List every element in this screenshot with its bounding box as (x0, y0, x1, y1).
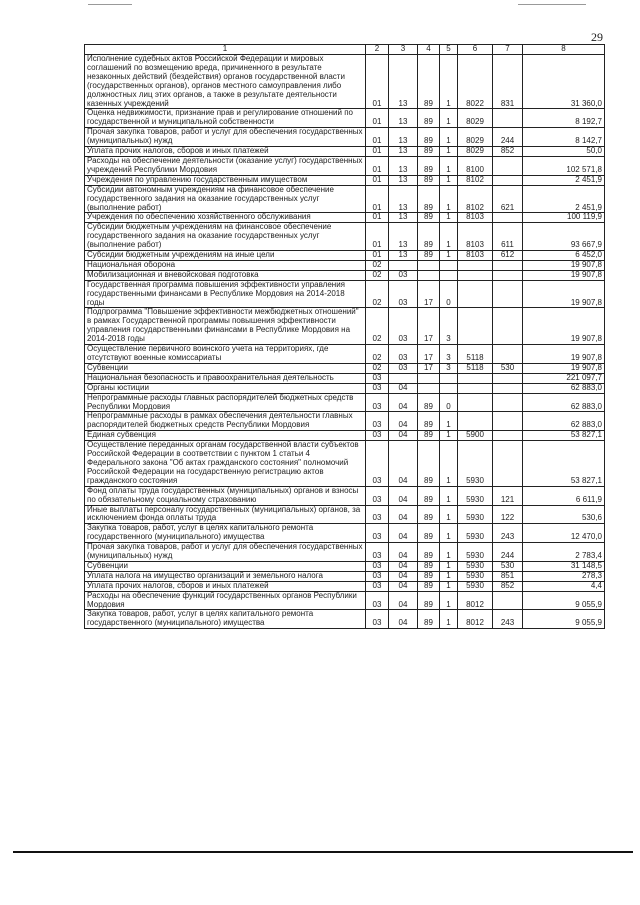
table-row (85, 109, 605, 128)
subprogram-code-cell: 1 (440, 412, 458, 431)
page-number: 29 (591, 30, 603, 44)
amount-cell: 62 883,0 (523, 393, 605, 412)
section-code-cell: 01 (366, 223, 389, 251)
subsection-code-cell: 04 (389, 571, 418, 581)
section-code-cell: 03 (366, 486, 389, 505)
subsection-code-cell (389, 260, 418, 270)
program-code-cell: 89 (418, 156, 440, 175)
expense-name-cell: Осуществление переданных органам государственной власти субъектов Российской Федерации в соответствии с пунктом 1 статьи 4 Федерального закона "Об актах гражданского состояния" полномочий Российской Федерации на государственную регистрацию актов гражданского состояния (85, 441, 366, 487)
subsection-code-cell: 04 (389, 486, 418, 505)
subsection-code-cell: 04 (389, 524, 418, 543)
budget-table (84, 44, 605, 629)
amount-cell: 221 097,7 (523, 373, 605, 383)
target-item-code-cell: 5930 (458, 571, 493, 581)
section-code-cell: 02 (366, 308, 389, 345)
subsection-code-cell: 04 (389, 412, 418, 431)
program-code-cell: 89 (418, 505, 440, 524)
table-row (85, 147, 605, 157)
table-row (85, 486, 605, 505)
column-number: 7 (493, 45, 523, 55)
amount-cell: 62 883,0 (523, 412, 605, 431)
expense-type-code-cell (493, 213, 523, 223)
program-code-cell: 89 (418, 223, 440, 251)
expense-type-code-cell: 121 (493, 486, 523, 505)
amount-cell: 31 148,5 (523, 561, 605, 571)
target-item-code-cell: 5900 (458, 431, 493, 441)
table-row (85, 260, 605, 270)
amount-cell: 19 907,8 (523, 280, 605, 308)
column-number-row (85, 45, 605, 55)
expense-type-code-cell: 122 (493, 505, 523, 524)
expense-type-code-cell: 530 (493, 561, 523, 571)
subsection-code-cell: 04 (389, 561, 418, 571)
target-item-code-cell: 5930 (458, 561, 493, 571)
expense-type-code-cell: 244 (493, 543, 523, 562)
target-item-code-cell: 5930 (458, 441, 493, 487)
section-code-cell: 03 (366, 373, 389, 383)
expense-name-cell: Расходы на обеспечение деятельности (оказание услуг) государственных учреждений Республики Мордовия (85, 156, 366, 175)
section-code-cell: 01 (366, 185, 389, 213)
expense-name-cell: Мобилизационная и вневойсковая подготовка (85, 270, 366, 280)
table-row (85, 591, 605, 610)
subsection-code-cell: 13 (389, 55, 418, 109)
subprogram-code-cell: 1 (440, 441, 458, 487)
subprogram-code-cell (440, 373, 458, 383)
expense-type-code-cell (493, 591, 523, 610)
program-code-cell: 89 (418, 571, 440, 581)
expense-type-code-cell (493, 280, 523, 308)
expense-type-code-cell (493, 373, 523, 383)
expense-name-cell: Прочая закупка товаров, работ и услуг для обеспечения государственных (муниципальных) нужд (85, 543, 366, 562)
section-code-cell: 02 (366, 345, 389, 364)
expense-name-cell: Непрограммные расходы главных распорядителей бюджетных средств Республики Мордовия (85, 393, 366, 412)
subsection-code-cell: 04 (389, 543, 418, 562)
table-row (85, 213, 605, 223)
expense-type-code-cell: 621 (493, 185, 523, 213)
program-code-cell: 89 (418, 55, 440, 109)
program-code-cell: 89 (418, 251, 440, 261)
section-code-cell: 01 (366, 128, 389, 147)
amount-cell: 2 451,9 (523, 185, 605, 213)
subsection-code-cell: 03 (389, 280, 418, 308)
subsection-code-cell: 03 (389, 270, 418, 280)
expense-name-cell: Субсидии бюджетным учреждениям на иные цели (85, 251, 366, 261)
scan-mark-right (518, 4, 586, 5)
program-code-cell: 89 (418, 412, 440, 431)
program-code-cell: 89 (418, 185, 440, 213)
amount-cell: 19 907,8 (523, 363, 605, 373)
subprogram-code-cell: 1 (440, 591, 458, 610)
program-code-cell: 89 (418, 486, 440, 505)
table-row (85, 280, 605, 308)
subsection-code-cell: 03 (389, 345, 418, 364)
table-row (85, 393, 605, 412)
target-item-code-cell (458, 270, 493, 280)
expense-type-code-cell (493, 441, 523, 487)
expense-name-cell: Прочая закупка товаров, работ и услуг для обеспечения государственных (муниципальных) нужд (85, 128, 366, 147)
program-code-cell: 89 (418, 213, 440, 223)
subsection-code-cell: 13 (389, 185, 418, 213)
table-row (85, 55, 605, 109)
subprogram-code-cell: 1 (440, 571, 458, 581)
subsection-code-cell: 03 (389, 308, 418, 345)
expense-name-cell: Субвенции (85, 363, 366, 373)
expense-type-code-cell: 243 (493, 610, 523, 629)
table-row (85, 610, 605, 629)
expense-name-cell: Органы юстиции (85, 383, 366, 393)
expense-name-cell: Закупка товаров, работ, услуг в целях капитального ремонта государственного (муниципального) имущества (85, 610, 366, 629)
target-item-code-cell: 5930 (458, 486, 493, 505)
amount-cell: 8 192,7 (523, 109, 605, 128)
column-number: 8 (523, 45, 605, 55)
subsection-code-cell: 03 (389, 363, 418, 373)
table-row (85, 441, 605, 487)
section-code-cell: 01 (366, 156, 389, 175)
table-row (85, 571, 605, 581)
page-bottom-rule (13, 851, 633, 853)
target-item-code-cell: 8022 (458, 55, 493, 109)
section-code-cell: 01 (366, 109, 389, 128)
amount-cell: 53 827,1 (523, 441, 605, 487)
subsection-code-cell: 13 (389, 223, 418, 251)
scan-mark-left (88, 4, 132, 5)
subprogram-code-cell: 1 (440, 431, 458, 441)
amount-cell: 6 611,9 (523, 486, 605, 505)
target-item-code-cell: 8102 (458, 175, 493, 185)
subprogram-code-cell: 3 (440, 308, 458, 345)
expense-name-cell: Национальная оборона (85, 260, 366, 270)
program-code-cell (418, 260, 440, 270)
subsection-code-cell: 04 (389, 610, 418, 629)
target-item-code-cell (458, 412, 493, 431)
program-code-cell: 89 (418, 441, 440, 487)
amount-cell: 2 451,9 (523, 175, 605, 185)
subprogram-code-cell: 1 (440, 213, 458, 223)
subsection-code-cell: 04 (389, 441, 418, 487)
table-row (85, 412, 605, 431)
expense-type-code-cell: 530 (493, 363, 523, 373)
amount-cell: 9 055,9 (523, 591, 605, 610)
expense-type-code-cell: 611 (493, 223, 523, 251)
scan-edge-marks (0, 0, 640, 12)
expense-type-code-cell (493, 383, 523, 393)
expense-name-cell: Расходы на обеспечение функций государственных органов Республики Мордовия (85, 591, 366, 610)
expense-name-cell: Уплата налога на имущество организаций и земельного налога (85, 571, 366, 581)
expense-type-code-cell (493, 412, 523, 431)
subprogram-code-cell: 1 (440, 581, 458, 591)
expense-type-code-cell: 851 (493, 571, 523, 581)
subsection-code-cell: 13 (389, 213, 418, 223)
subsection-code-cell: 04 (389, 393, 418, 412)
target-item-code-cell (458, 260, 493, 270)
amount-cell: 53 827,1 (523, 431, 605, 441)
expense-name-cell: Национальная безопасность и правоохранительная деятельность (85, 373, 366, 383)
subsection-code-cell: 13 (389, 109, 418, 128)
subprogram-code-cell: 1 (440, 185, 458, 213)
amount-cell: 19 907,8 (523, 345, 605, 364)
section-code-cell: 03 (366, 505, 389, 524)
subprogram-code-cell: 1 (440, 610, 458, 629)
section-code-cell: 01 (366, 251, 389, 261)
table-row (85, 373, 605, 383)
section-code-cell: 03 (366, 591, 389, 610)
expense-name-cell: Оценка недвижимости, признание прав и регулирование отношений по государственной и муниципальной собственности (85, 109, 366, 128)
target-item-code-cell (458, 393, 493, 412)
subprogram-code-cell: 1 (440, 543, 458, 562)
target-item-code-cell: 5930 (458, 581, 493, 591)
table-row (85, 524, 605, 543)
section-code-cell: 03 (366, 581, 389, 591)
subsection-code-cell: 04 (389, 581, 418, 591)
section-code-cell: 02 (366, 280, 389, 308)
expense-type-code-cell (493, 393, 523, 412)
target-item-code-cell: 8103 (458, 251, 493, 261)
program-code-cell: 89 (418, 431, 440, 441)
expense-name-cell: Субсидии автономным учреждениям на финансовое обеспечение государственного задания на оказание государственных услуг (выполнение работ) (85, 185, 366, 213)
expense-type-code-cell (493, 270, 523, 280)
section-code-cell: 02 (366, 270, 389, 280)
table-row (85, 223, 605, 251)
program-code-cell: 89 (418, 128, 440, 147)
subsection-code-cell: 13 (389, 156, 418, 175)
table-row (85, 185, 605, 213)
expense-type-code-cell (493, 260, 523, 270)
program-code-cell: 17 (418, 363, 440, 373)
column-number: 5 (440, 45, 458, 55)
subprogram-code-cell: 1 (440, 109, 458, 128)
expense-name-cell: Субвенции (85, 561, 366, 571)
expense-type-code-cell (493, 345, 523, 364)
subprogram-code-cell: 1 (440, 524, 458, 543)
expense-type-code-cell: 852 (493, 147, 523, 157)
subsection-code-cell: 04 (389, 383, 418, 393)
column-number: 1 (85, 45, 366, 55)
table-row (85, 363, 605, 373)
expense-name-cell: Подпрограмма "Повышение эффективности межбюджетных отношений" в рамках Государственной программы повышения эффективности управления государственными финансами в Республике Мордовия на 2014-2018 годы (85, 308, 366, 345)
target-item-code-cell: 8100 (458, 156, 493, 175)
program-code-cell (418, 270, 440, 280)
expense-name-cell: Единая субвенция (85, 431, 366, 441)
program-code-cell: 17 (418, 280, 440, 308)
section-code-cell: 03 (366, 383, 389, 393)
expense-name-cell: Учреждения по обеспечению хозяйственного обслуживания (85, 213, 366, 223)
amount-cell: 12 470,0 (523, 524, 605, 543)
expense-type-code-cell: 831 (493, 55, 523, 109)
subprogram-code-cell: 1 (440, 223, 458, 251)
program-code-cell: 17 (418, 345, 440, 364)
amount-cell: 8 142,7 (523, 128, 605, 147)
program-code-cell (418, 383, 440, 393)
amount-cell: 530,6 (523, 505, 605, 524)
program-code-cell: 89 (418, 524, 440, 543)
subprogram-code-cell: 0 (440, 280, 458, 308)
target-item-code-cell: 5930 (458, 505, 493, 524)
expense-type-code-cell (493, 175, 523, 185)
section-code-cell: 03 (366, 441, 389, 487)
table-body (85, 55, 605, 629)
table-row (85, 543, 605, 562)
program-code-cell: 89 (418, 610, 440, 629)
program-code-cell: 89 (418, 581, 440, 591)
program-code-cell: 89 (418, 175, 440, 185)
subsection-code-cell: 13 (389, 251, 418, 261)
section-code-cell: 01 (366, 175, 389, 185)
expense-name-cell: Государственная программа повышения эффективности управления государственными финансами в Республике Мордовия на 2014-2018 годы (85, 280, 366, 308)
program-code-cell: 89 (418, 591, 440, 610)
amount-cell: 278,3 (523, 571, 605, 581)
table-row (85, 431, 605, 441)
target-item-code-cell: 8103 (458, 213, 493, 223)
section-code-cell: 02 (366, 260, 389, 270)
subprogram-code-cell: 3 (440, 363, 458, 373)
table-row (85, 270, 605, 280)
target-item-code-cell (458, 373, 493, 383)
target-item-code-cell: 8029 (458, 109, 493, 128)
table-row (85, 345, 605, 364)
target-item-code-cell: 8012 (458, 610, 493, 629)
expense-name-cell: Иные выплаты персоналу государственных (муниципальных) органов, за исключением фонда оплаты труда (85, 505, 366, 524)
subprogram-code-cell (440, 383, 458, 393)
amount-cell: 9 055,9 (523, 610, 605, 629)
subsection-code-cell: 04 (389, 505, 418, 524)
section-code-cell: 01 (366, 147, 389, 157)
subsection-code-cell: 13 (389, 147, 418, 157)
amount-cell: 4,4 (523, 581, 605, 591)
expense-name-cell: Уплата прочих налогов, сборов и иных платежей (85, 581, 366, 591)
subsection-code-cell: 04 (389, 431, 418, 441)
amount-cell: 31 360,0 (523, 55, 605, 109)
program-code-cell: 17 (418, 308, 440, 345)
target-item-code-cell: 8102 (458, 185, 493, 213)
section-code-cell: 03 (366, 561, 389, 571)
subprogram-code-cell (440, 260, 458, 270)
target-item-code-cell: 5118 (458, 345, 493, 364)
expense-name-cell: Исполнение судебных актов Российской Федерации и мировых соглашений по возмещению вреда, причиненного в результате незаконных действий (бездействия) органов государственной власти (государственных органов), органов местного самоуправления либо должностных лиц этих органов, а также в результате деятельности казенных учреждений (85, 55, 366, 109)
expense-name-cell: Непрограммные расходы в рамках обеспечения деятельности главных распорядителей бюджетных средств Республики Мордовия (85, 412, 366, 431)
expense-type-code-cell (493, 431, 523, 441)
column-number: 4 (418, 45, 440, 55)
column-number: 6 (458, 45, 493, 55)
section-code-cell: 01 (366, 55, 389, 109)
section-code-cell: 03 (366, 393, 389, 412)
table-row (85, 156, 605, 175)
amount-cell: 102 571,8 (523, 156, 605, 175)
section-code-cell: 03 (366, 431, 389, 441)
table-row (85, 505, 605, 524)
expense-type-code-cell (493, 109, 523, 128)
program-code-cell: 89 (418, 561, 440, 571)
subsection-code-cell: 13 (389, 175, 418, 185)
target-item-code-cell: 8029 (458, 128, 493, 147)
target-item-code-cell: 8103 (458, 223, 493, 251)
column-number: 3 (389, 45, 418, 55)
expense-name-cell: Осуществление первичного воинского учета на территориях, где отсутствуют военные комиссариаты (85, 345, 366, 364)
expense-type-code-cell: 612 (493, 251, 523, 261)
table-row (85, 128, 605, 147)
table-row (85, 308, 605, 345)
subprogram-code-cell: 1 (440, 251, 458, 261)
target-item-code-cell: 5930 (458, 524, 493, 543)
amount-cell: 19 907,8 (523, 308, 605, 345)
program-code-cell: 89 (418, 543, 440, 562)
section-code-cell: 02 (366, 363, 389, 373)
subsection-code-cell: 13 (389, 128, 418, 147)
target-item-code-cell (458, 383, 493, 393)
expense-name-cell: Закупка товаров, работ, услуг в целях капитального ремонта государственного (муниципального) имущества (85, 524, 366, 543)
subprogram-code-cell: 0 (440, 393, 458, 412)
subprogram-code-cell: 1 (440, 505, 458, 524)
section-code-cell: 03 (366, 412, 389, 431)
table-row (85, 581, 605, 591)
target-item-code-cell: 5930 (458, 543, 493, 562)
subprogram-code-cell: 1 (440, 55, 458, 109)
expense-name-cell: Уплата прочих налогов, сборов и иных платежей (85, 147, 366, 157)
target-item-code-cell: 8012 (458, 591, 493, 610)
table-row (85, 251, 605, 261)
subprogram-code-cell: 1 (440, 175, 458, 185)
expense-type-code-cell: 244 (493, 128, 523, 147)
table-row (85, 175, 605, 185)
amount-cell: 6 452,0 (523, 251, 605, 261)
amount-cell: 50,0 (523, 147, 605, 157)
expense-type-code-cell (493, 308, 523, 345)
expense-name-cell: Субсидии бюджетным учреждениям на финансовое обеспечение государственного задания на оказание государственных услуг (выполнение работ) (85, 223, 366, 251)
subprogram-code-cell (440, 270, 458, 280)
table-row (85, 561, 605, 571)
amount-cell: 100 119,9 (523, 213, 605, 223)
expense-name-cell: Фонд оплаты труда государственных (муниципальных) органов и взносы по обязательному социальному страхованию (85, 486, 366, 505)
subprogram-code-cell: 3 (440, 345, 458, 364)
column-number: 2 (366, 45, 389, 55)
target-item-code-cell (458, 280, 493, 308)
program-code-cell: 89 (418, 109, 440, 128)
table-row (85, 383, 605, 393)
subprogram-code-cell: 1 (440, 486, 458, 505)
expense-name-cell: Учреждения по управлению государственным имуществом (85, 175, 366, 185)
section-code-cell: 03 (366, 543, 389, 562)
section-code-cell: 03 (366, 571, 389, 581)
amount-cell: 2 783,4 (523, 543, 605, 562)
amount-cell: 93 667,9 (523, 223, 605, 251)
section-code-cell: 01 (366, 213, 389, 223)
section-code-cell: 03 (366, 610, 389, 629)
subprogram-code-cell: 1 (440, 156, 458, 175)
target-item-code-cell: 8029 (458, 147, 493, 157)
amount-cell: 62 883,0 (523, 383, 605, 393)
target-item-code-cell: 5118 (458, 363, 493, 373)
subsection-code-cell: 04 (389, 591, 418, 610)
expense-type-code-cell: 243 (493, 524, 523, 543)
subprogram-code-cell: 1 (440, 147, 458, 157)
program-code-cell: 89 (418, 147, 440, 157)
expense-type-code-cell (493, 156, 523, 175)
target-item-code-cell (458, 308, 493, 345)
subprogram-code-cell: 1 (440, 128, 458, 147)
expense-type-code-cell: 852 (493, 581, 523, 591)
amount-cell: 19 907,8 (523, 270, 605, 280)
program-code-cell: 89 (418, 393, 440, 412)
section-code-cell: 03 (366, 524, 389, 543)
amount-cell: 19 907,8 (523, 260, 605, 270)
subprogram-code-cell: 1 (440, 561, 458, 571)
program-code-cell (418, 373, 440, 383)
subsection-code-cell (389, 373, 418, 383)
